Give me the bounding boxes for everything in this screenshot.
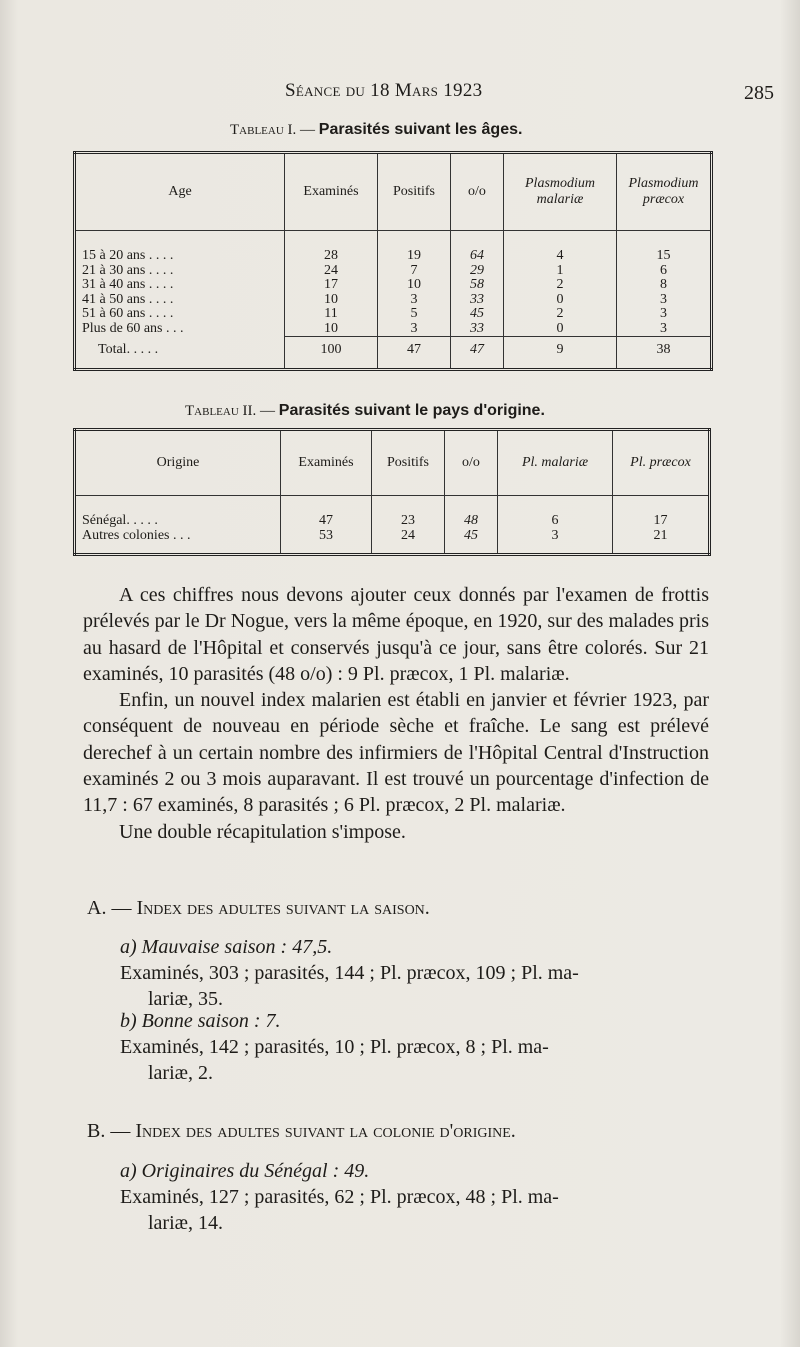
item-line: Examinés, 142 ; parasités, 10 ; Pl. præcox, 8 ; Pl. ma- [120,1036,549,1058]
table2-caption [185,402,545,420]
cell: 51 à 60 ans . . . . [82,306,174,321]
cell: 10 [285,293,378,308]
page-number: 285 [744,82,774,104]
col-header: Plasmodium malariæ [504,153,617,231]
section-a-item-b [120,1008,710,1086]
item-line: lariæ, 14. [148,1212,223,1234]
body-text [83,582,709,845]
cell: 0 [504,293,617,308]
cell: 17 [613,514,710,529]
cell: 24 [372,529,445,555]
cell: 7 [378,264,451,279]
cell: 3 [617,322,712,337]
cell: 2 [504,307,617,322]
cell: 2 [504,278,617,293]
item-label: b) Bonne saison : 7. [120,1010,281,1032]
table2-caption-title: Parasités suivant le pays d'origine. [278,402,545,419]
col-header: Origine [75,430,281,496]
cell: 47 [378,337,451,370]
paragraph: Une double récapitulation s'impose. [119,820,406,843]
cell: 3 [378,322,451,337]
cell: 31 à 40 ans . . . . [82,277,174,292]
col-header: Pl. præcox [613,430,710,496]
cell: 11 [285,307,378,322]
table1-caption-title: Parasités suivant les âges. [318,121,523,138]
table-row [75,278,712,293]
table-row [75,249,712,264]
cell: 19 [378,249,451,264]
col-header: Positifs [372,430,445,496]
table-ages [73,151,713,371]
cell: 17 [285,278,378,293]
cell: 15 à 20 ans . . . . [82,248,174,263]
cell: 64 [451,249,504,264]
cell: Autres colonies . . . [82,527,191,543]
table1-caption [230,121,522,139]
cell: 21 [613,529,710,555]
cell: 6 [498,514,613,529]
table1-caption-lead: Tableau I. — [230,122,316,138]
cell: 33 [451,322,504,337]
cell: 38 [617,337,712,370]
item-line: Examinés, 303 ; parasités, 144 ; Pl. præcox, 109 ; Pl. ma- [120,962,579,984]
table-row [75,514,710,529]
cell: 10 [285,322,378,337]
paragraph: Enfin, un nouvel index malarien est établi en janvier et février 1923, par conséquent de nouveau en période sèche et fraîche. Le sang est prélevé derechef à un certain nombre des infirmiers de l'Hôpital Central d'Instruction examinés 2 ou 3 mois auparavant. Il est trouvé un pourcentage d'infection de 11,7 : 67 examinés, 8 parasités ; 6 Pl. præcox, 2 Pl. malariæ. [83,689,709,817]
cell: 45 [451,307,504,322]
col-header: Age [75,153,285,231]
total-row [75,337,712,370]
paragraph: A ces chiffres nous devons ajouter ceux donnés par l'examen de frottis prélevés par le Dr Nogue, vers la même époque, en 1920, sur des malades pris au hasard de l'Hôpital et conservés jusqu'à ce jour, sans être colorés. Sur 21 examinés, 10 parasités (48 o/o) : 9 Pl. præcox, 1 Pl. malariæ. [83,584,709,685]
cell: 29 [451,264,504,279]
cell: 24 [285,264,378,279]
cell: 8 [617,278,712,293]
col-header: Pl. malariæ [498,430,613,496]
page-header [0,78,800,108]
section-a-item-a [120,934,710,1012]
cell: 41 à 50 ans . . . . [82,291,174,307]
cell: 47 [451,337,504,370]
item-line: lariæ, 2. [148,1062,213,1084]
item-line: Examinés, 127 ; parasités, 62 ; Pl. præcox, 48 ; Pl. ma- [120,1186,559,1208]
cell: 5 [378,307,451,322]
cell: Plus de 60 ans . . . [82,320,184,336]
cell: 58 [451,278,504,293]
item-label: a) Mauvaise saison : 47,5. [120,936,333,958]
cell: 23 [372,514,445,529]
cell: 3 [617,307,712,322]
running-head: Séance du 18 Mars 1923 [285,80,483,101]
cell: Sénégal. . . . . [82,513,158,528]
cell: 15 [617,249,712,264]
table-row [75,529,710,555]
col-header: Examinés [281,430,372,496]
cell: 28 [285,249,378,264]
cell: 6 [617,264,712,279]
table-row [75,307,712,322]
cell: 48 [445,514,498,529]
cell: 21 à 30 ans . . . . [82,262,174,278]
section-b-item-a [120,1158,710,1236]
table-row [75,293,712,308]
table-row [75,264,712,279]
item-line: lariæ, 35. [148,988,223,1010]
cell: 1 [504,264,617,279]
section-a-heading: A. — Index des adultes suivant la saison. [87,897,430,919]
col-header: Plasmodium præcox [617,153,712,231]
col-header: Positifs [378,153,451,231]
col-header: Examinés [285,153,378,231]
table-row [75,322,712,337]
table-origin [73,428,711,556]
cell: 33 [451,293,504,308]
cell: 53 [281,529,372,555]
cell: 100 [285,337,378,370]
cell: 47 [281,514,372,529]
cell: 3 [617,293,712,308]
col-header: o/o [451,153,504,231]
cell: 0 [504,322,617,337]
cell: 3 [498,529,613,555]
cell: 9 [504,337,617,370]
table2-caption-lead: Tableau II. — [185,403,276,419]
col-header: o/o [445,430,498,496]
cell: Total. . . . . [98,341,159,357]
section-b-heading: B. — Index des adultes suivant la colonie d'origine. [87,1120,516,1142]
cell: 4 [504,249,617,264]
cell: 45 [445,529,498,555]
cell: 10 [378,278,451,293]
item-label: a) Originaires du Sénégal : 49. [120,1160,370,1182]
cell: 3 [378,293,451,308]
